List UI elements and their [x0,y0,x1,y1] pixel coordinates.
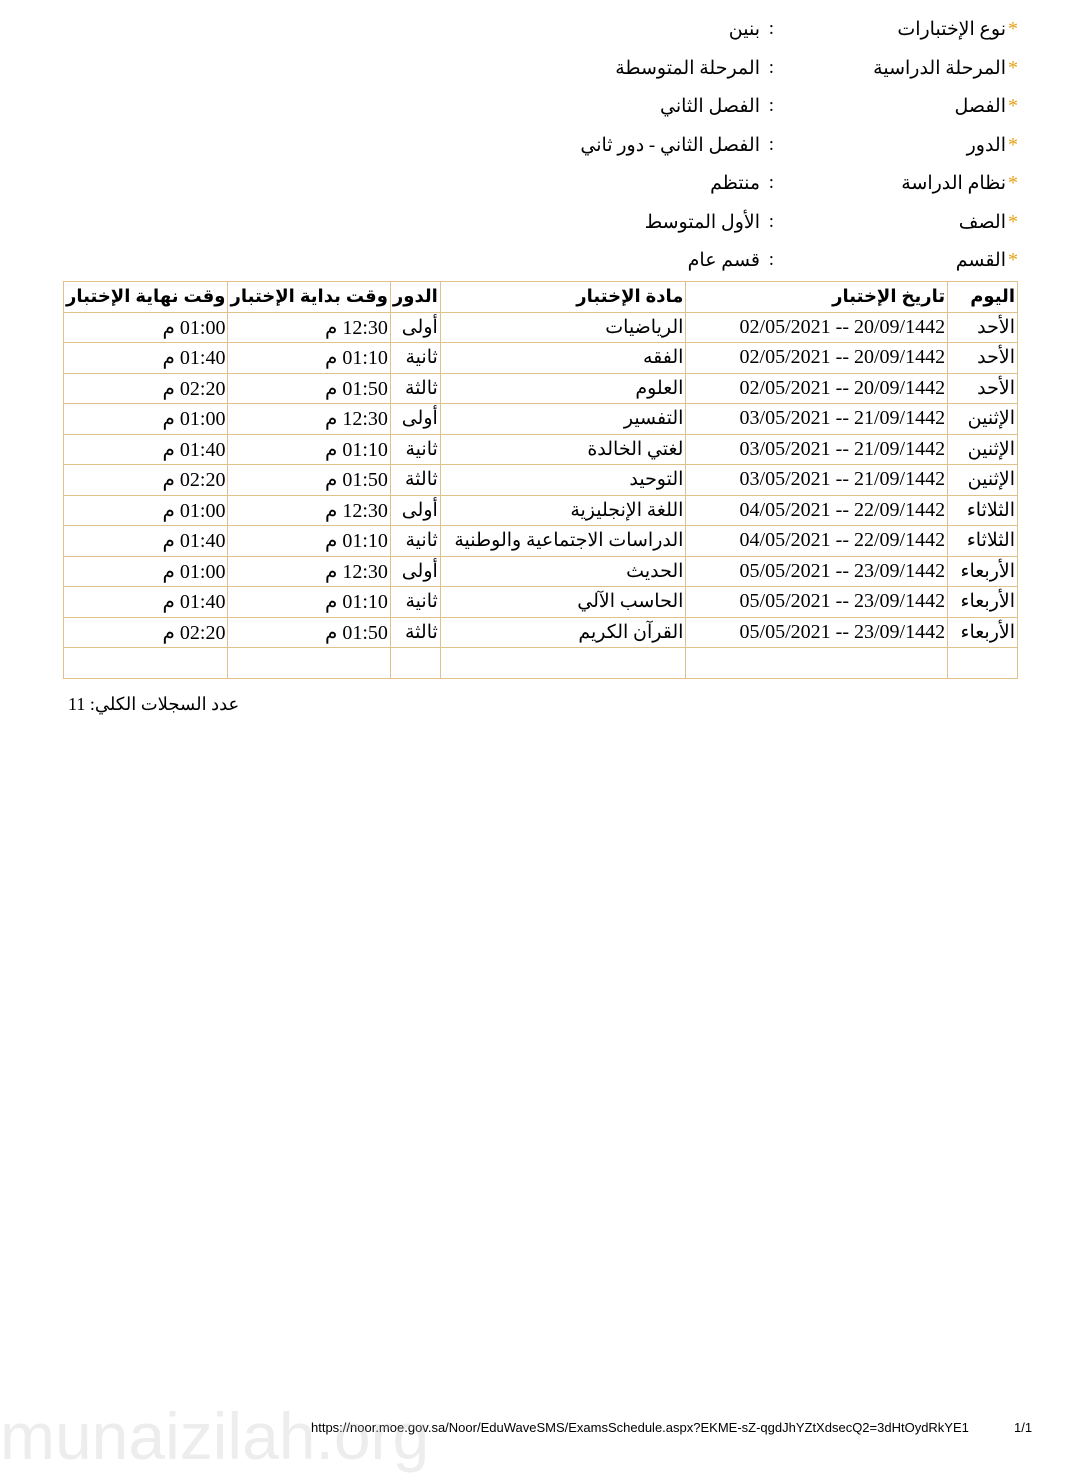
exam-info-section [0,14,1080,284]
cell-subject: القرآن الكريم [440,617,686,648]
cell-start-time: 01:50 م [228,465,390,496]
cell-end-time: 01:40 م [64,526,228,557]
info-row [0,168,1080,207]
cell-subject: التفسير [440,404,686,435]
header-subject: مادة الإختبار [440,282,686,313]
table-row [64,495,1018,526]
cell-day: الأحد [948,312,1018,343]
info-colon: : [768,249,774,270]
cell-end-time: 01:00 م [64,556,228,587]
cell-subject: الرياضيات [440,312,686,343]
cell-start-time: 12:30 م [228,404,390,435]
required-asterisk: * [1008,56,1018,79]
watermark: munaizilah.org [0,1399,430,1473]
cell-round: ثانية [390,526,440,557]
cell-subject: الحاسب الآلي [440,587,686,618]
empty-cell [228,648,390,679]
required-asterisk: * [1008,172,1018,194]
cell-round: أولى [390,556,440,587]
cell-end-time: 01:00 م [64,312,228,343]
cell-round: ثانية [390,434,440,465]
table-row [64,587,1018,618]
info-row [0,207,1080,246]
info-value: منتظم [710,173,760,194]
cell-round: أولى [390,495,440,526]
cell-subject: الحديث [440,556,686,587]
cell-date: 23/09/1442 -- 05/05/2021 [686,587,948,618]
cell-start-time: 01:50 م [228,373,390,404]
table-row [64,526,1018,557]
cell-subject: العلوم [440,373,686,404]
cell-end-time: 01:40 م [64,434,228,465]
cell-start-time: 01:10 م [228,343,390,374]
table-row [64,404,1018,435]
info-label: الدور [966,134,1006,156]
cell-day: الأحد [948,343,1018,374]
total-records-label: عدد السجلات الكلي: [89,694,240,714]
cell-round: ثالثة [390,373,440,404]
cell-date: 20/09/1442 -- 02/05/2021 [686,373,948,404]
footer-url: https://noor.moe.gov.sa/Noor/EduWaveSMS/ExamsSchedule.aspx?EKME-sZ-qgdJhYZtXdsecQ2=3dHtOydRkYE1 [311,1420,969,1435]
table-row [64,434,1018,465]
cell-round: ثالثة [390,465,440,496]
cell-date: 22/09/1442 -- 04/05/2021 [686,526,948,557]
info-label: نوع الإختبارات [897,19,1006,40]
cell-subject: اللغة الإنجليزية [440,495,686,526]
table-row [64,343,1018,374]
cell-start-time: 01:10 م [228,434,390,465]
info-label: المرحلة الدراسية [873,57,1006,79]
cell-date: 23/09/1442 -- 05/05/2021 [686,556,948,587]
table-row-empty [64,648,1018,679]
cell-round: ثالثة [390,617,440,648]
info-value: قسم عام [687,250,760,271]
info-row [0,14,1080,53]
empty-cell [390,648,440,679]
cell-day: الإثنين [948,465,1018,496]
cell-day: الأحد [948,373,1018,404]
header-day: اليوم [948,282,1018,313]
cell-subject: التوحيد [440,465,686,496]
cell-subject: لغتي الخالدة [440,434,686,465]
cell-date: 21/09/1442 -- 03/05/2021 [686,465,948,496]
cell-day: الثلاثاء [948,495,1018,526]
cell-day: الأربعاء [948,587,1018,618]
empty-cell [686,648,948,679]
info-value: المرحلة المتوسطة [615,57,760,79]
cell-date: 23/09/1442 -- 05/05/2021 [686,617,948,648]
empty-cell [440,648,686,679]
info-row [0,53,1080,92]
cell-start-time: 01:10 م [228,587,390,618]
info-value: بنين [728,19,760,40]
required-asterisk: * [1008,249,1018,271]
info-row [0,130,1080,169]
required-asterisk: * [1008,18,1018,40]
header-date: تاريخ الإختبار [686,282,948,313]
cell-day: الأربعاء [948,617,1018,648]
table-body [64,312,1018,678]
cell-end-time: 01:00 م [64,404,228,435]
info-colon: : [768,133,774,155]
cell-subject: الفقه [440,343,686,374]
cell-date: 22/09/1442 -- 04/05/2021 [686,495,948,526]
info-label: الصف [958,211,1006,233]
info-row [0,91,1080,130]
cell-end-time: 02:20 م [64,465,228,496]
header-end-time: وقت نهاية الإختبار [64,282,228,313]
page-number: 1/1 [1014,1420,1033,1435]
cell-start-time: 12:30 م [228,556,390,587]
cell-start-time: 12:30 م [228,312,390,343]
info-colon: : [768,172,774,193]
cell-date: 20/09/1442 -- 02/05/2021 [686,312,948,343]
cell-end-time: 01:40 م [64,587,228,618]
cell-day: الثلاثاء [948,526,1018,557]
required-asterisk: * [1008,133,1018,156]
info-value: الفصل الثاني [659,96,760,117]
cell-start-time: 01:10 م [228,526,390,557]
table-row [64,617,1018,648]
cell-end-time: 02:20 م [64,617,228,648]
info-value: الفصل الثاني - دور ثاني [580,134,760,156]
cell-date: 21/09/1442 -- 03/05/2021 [686,434,948,465]
cell-round: أولى [390,404,440,435]
info-row [0,245,1080,284]
cell-day: الإثنين [948,404,1018,435]
cell-start-time: 12:30 م [228,495,390,526]
cell-day: الأربعاء [948,556,1018,587]
required-asterisk: * [1008,210,1018,233]
cell-round: ثانية [390,587,440,618]
header-round: الدور [390,282,440,313]
cell-end-time: 01:00 م [64,495,228,526]
table-row [64,556,1018,587]
cell-subject: الدراسات الاجتماعية والوطنية [440,526,686,557]
table-header-row [64,282,1018,313]
table-row [64,465,1018,496]
info-colon: : [768,18,774,39]
cell-day: الإثنين [948,434,1018,465]
info-label: القسم [955,250,1006,271]
empty-cell [948,648,1018,679]
info-label: الفصل [954,96,1006,117]
empty-cell [64,648,228,679]
cell-date: 20/09/1442 -- 02/05/2021 [686,343,948,374]
header-start-time: وقت بداية الإختبار [228,282,390,313]
info-value: الأول المتوسط [644,211,760,233]
cell-round: ثانية [390,343,440,374]
total-records-value: 11 [68,694,86,714]
cell-round: أولى [390,312,440,343]
required-asterisk: * [1008,95,1018,117]
cell-date: 21/09/1442 -- 03/05/2021 [686,404,948,435]
cell-start-time: 01:50 م [228,617,390,648]
total-records [68,694,239,715]
info-colon: : [768,210,774,232]
cell-end-time: 02:20 م [64,373,228,404]
table-row [64,373,1018,404]
info-colon: : [768,56,774,78]
table-row [64,312,1018,343]
cell-end-time: 01:40 م [64,343,228,374]
info-label: نظام الدراسة [901,173,1006,194]
info-colon: : [768,95,774,116]
exam-schedule-table [63,281,1018,679]
